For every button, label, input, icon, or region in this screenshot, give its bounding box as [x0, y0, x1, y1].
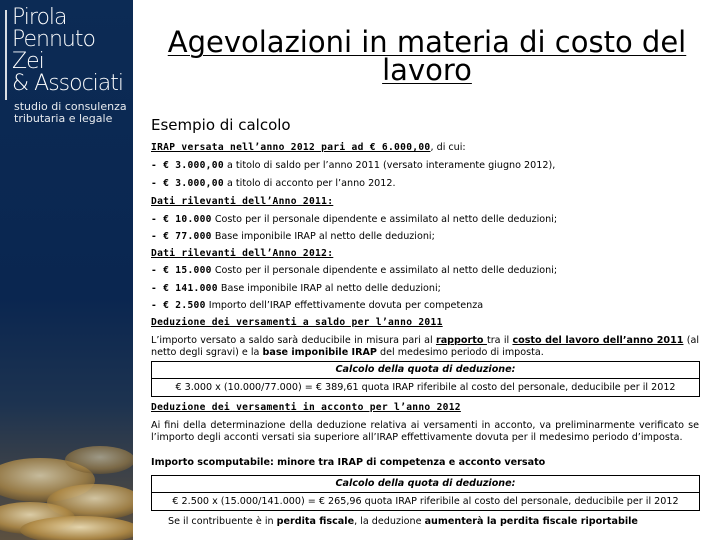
saldo-text-5: (al netto degli sgravi) e la [151, 335, 700, 358]
saldo-text-7: del medesimo periodo di imposta. [376, 347, 544, 358]
acconto-heading [151, 402, 461, 413]
logo-line-associati: & Associati [12, 71, 124, 96]
logo-tagline-2: tributaria e legale [14, 112, 113, 125]
data2012-item-base-text: Base imponibile IRAP al netto delle deduzioni; [217, 283, 441, 294]
acconto-heading-text: Deduzione dei versamenti in acconto per l’anno 2012 [151, 402, 461, 413]
page-subtitle: Esempio di calcolo [151, 116, 291, 134]
irap-heading-text: IRAP versata nell’anno 2012 pari ad € 6.000,00 [151, 142, 431, 153]
footer-text-perdita: perdita fiscale [276, 516, 355, 527]
data2012-item-irap [151, 300, 483, 311]
data2012-item-costo-text: Costo per il personale dipendente e assimilato al netto delle deduzioni; [211, 265, 558, 276]
data2011-heading [151, 196, 333, 207]
logo-tagline-1: studio di consulenza [14, 100, 127, 113]
footer-note [168, 516, 638, 527]
data2011-item-base-amount: - € 77.000 [151, 231, 212, 242]
data2012-item-base [151, 283, 441, 294]
saldo-paragraph [151, 335, 699, 359]
data2012-heading-text: Dati rilevanti dell’Anno 2012: [151, 248, 334, 259]
title-line-2: lavoro [382, 53, 472, 87]
logo-line-pennuto: Pennuto [12, 27, 95, 52]
data2011-item-costo-text: Costo per il personale dipendente e assimilato al netto delle deduzioni; [211, 214, 558, 225]
logo-line-zei: Zei [12, 49, 44, 74]
data2012-item-base-amount: - € 141.000 [151, 283, 218, 294]
irap-item-acconto [151, 178, 396, 189]
irap-heading-tail: , di cui: [430, 142, 466, 153]
saldo-text-base-imponibile: base imponibile IRAP [262, 347, 377, 358]
footer-text-3: , la deduzione [354, 516, 425, 527]
saldo-text-3: tra il [486, 335, 513, 346]
data2012-item-irap-text: Importo dell’IRAP effettivamente dovuta per competenza [205, 300, 484, 311]
irap-item-acconto-amount: - € 3.000,00 [151, 178, 224, 189]
data2012-item-costo [151, 265, 557, 276]
title-line-1: Agevolazioni in materia di costo del [167, 25, 687, 59]
irap-item-saldo-amount: - € 3.000,00 [151, 160, 224, 171]
irap-item-saldo-text: a titolo di saldo per l’anno 2011 (versato interamente giugno 2012), [223, 160, 556, 171]
acconto-bold-line: Importo scomputabile: minore tra IRAP di competenza e acconto versato [151, 457, 546, 468]
data2011-item-costo [151, 214, 557, 225]
data2011-item-base-text: Base imponibile IRAP al netto delle deduzioni; [211, 231, 435, 242]
saldo-heading [151, 317, 443, 328]
saldo-text-1: L’importo versato a saldo sarà deducibile in misura pari al [151, 335, 436, 346]
irap-heading [151, 142, 466, 153]
saldo-calc-title: Calcolo della quota di deduzione: [152, 362, 699, 379]
acconto-calc-box [151, 475, 700, 511]
saldo-calc-box [151, 361, 700, 397]
data2011-item-costo-amount: - € 10.000 [151, 214, 212, 225]
irap-item-acconto-text: a titolo di acconto per l’anno 2012. [223, 178, 396, 189]
logo-line-pirola: Pirola [12, 5, 67, 30]
saldo-text-rapporto: rapporto [435, 335, 487, 346]
logo-divider [5, 10, 7, 100]
data2012-item-irap-amount: - € 2.500 [151, 300, 206, 311]
data2012-heading [151, 248, 333, 259]
saldo-calc-formula: € 3.000 x (10.000/77.000) = € 389,61 quota IRAP riferibile al costo del personale, deducibile per il 2012 [175, 382, 676, 393]
data2011-item-base [151, 231, 435, 242]
footer-text-aumentera: aumenterà la perdita fiscale riportabile [424, 516, 638, 527]
irap-item-saldo [151, 160, 555, 171]
sidebar-panel [0, 0, 133, 540]
acconto-calc-title: Calcolo della quota di deduzione: [152, 476, 699, 493]
data2012-item-costo-amount: - € 15.000 [151, 265, 212, 276]
saldo-text-costo-lavoro: costo del lavoro dell’anno 2011 [512, 335, 684, 346]
saldo-heading-text: Deduzione dei versamenti a saldo per l’anno 2011 [151, 317, 443, 328]
page-title [135, 25, 719, 87]
acconto-paragraph: Ai fini della determinazione della deduzione relativa ai versamenti in acconto, va preliminarmente verificato se l’importo degli acconti versati sia superiore all’IRAP effettivamente dovuta per il medesimo periodo d’imposta. [151, 420, 699, 443]
footer-text-1: Se il contribuente è in [168, 516, 277, 527]
data2011-heading-text: Dati rilevanti dell’Anno 2011: [151, 196, 334, 207]
acconto-calc-formula: € 2.500 x (15.000/141.000) = € 265,96 quota IRAP riferibile al costo del personale, deducibile per il 2012 [172, 496, 679, 507]
coins-image [0, 390, 133, 540]
